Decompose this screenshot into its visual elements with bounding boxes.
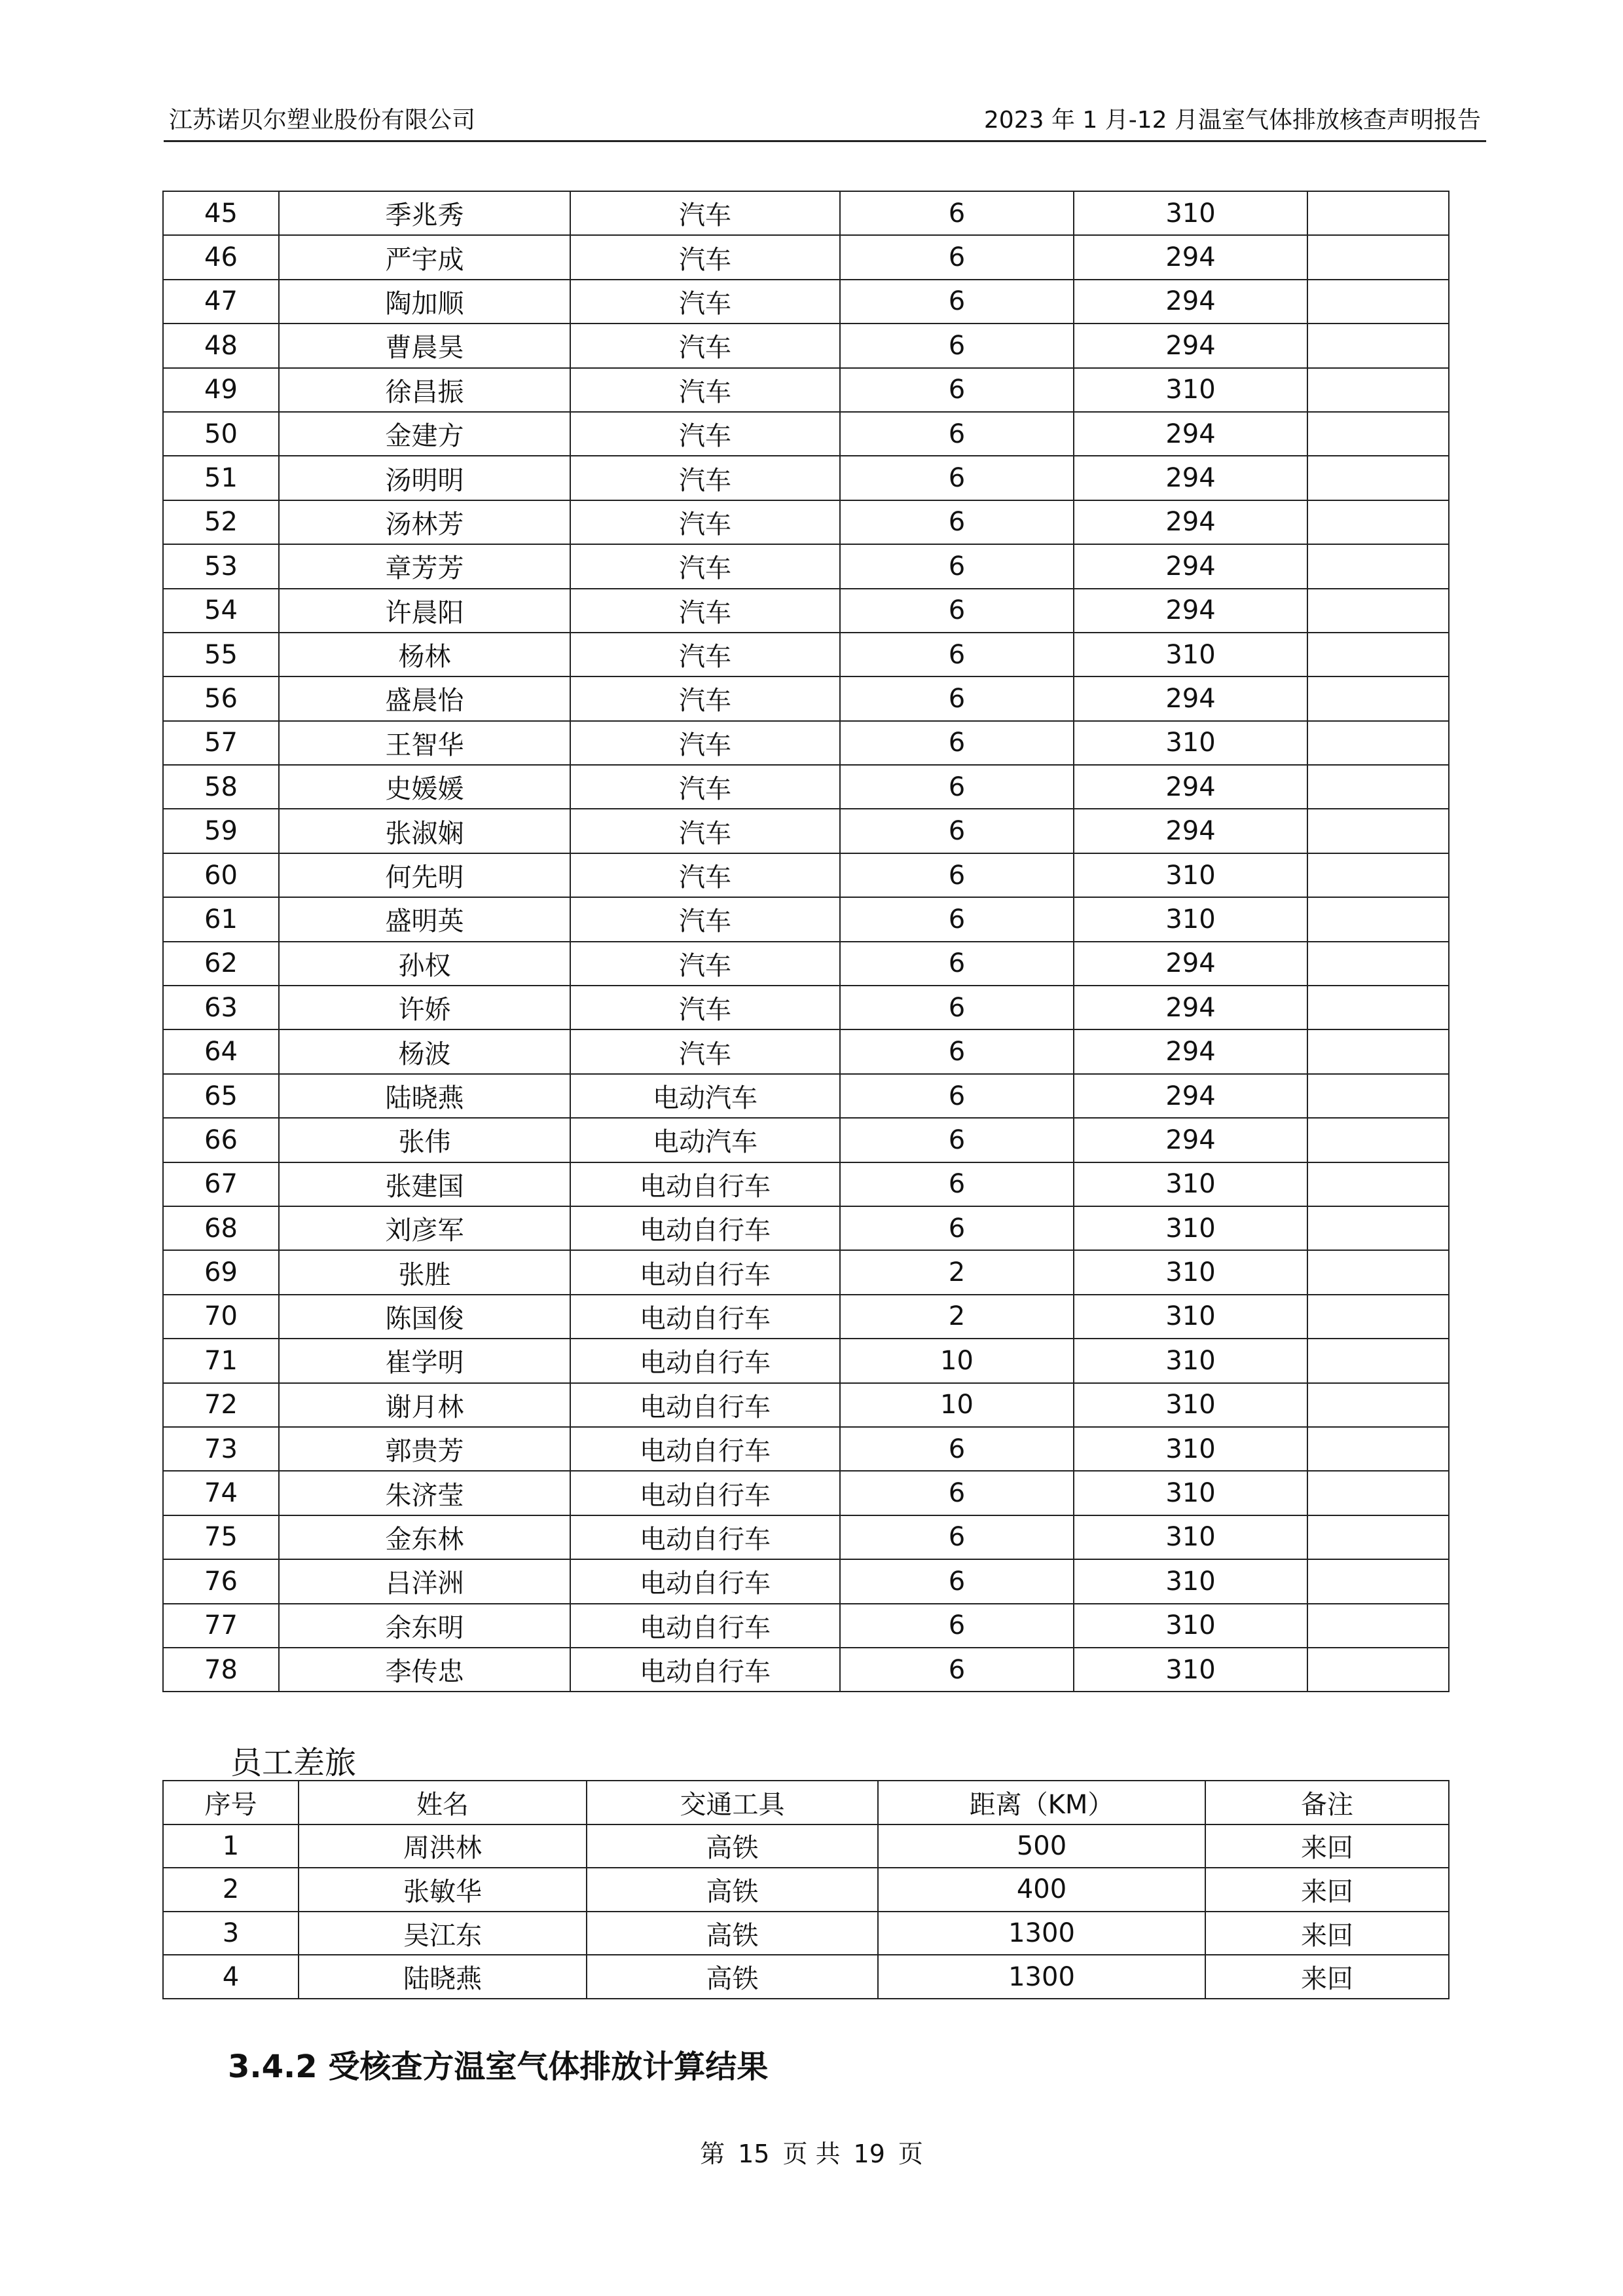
cell-distance: 6	[840, 1427, 1074, 1471]
cell-days: 310	[1074, 1250, 1307, 1294]
cell-index: 45	[163, 191, 279, 235]
cell-remark	[1307, 1559, 1449, 1603]
table-row	[163, 1515, 1449, 1559]
table-row	[163, 853, 1449, 897]
cell-index: 57	[163, 721, 279, 765]
table-row	[163, 809, 1449, 853]
table-row	[163, 1559, 1449, 1603]
cell-days: 294	[1074, 324, 1307, 367]
cell-remark	[1307, 809, 1449, 853]
cell-index: 52	[163, 500, 279, 544]
table-row	[163, 897, 1449, 941]
cell-transport: 汽车	[570, 765, 840, 809]
cell-index: 63	[163, 986, 279, 1029]
cell-days: 294	[1074, 765, 1307, 809]
cell-name: 季兆秀	[279, 191, 570, 235]
cell-distance: 10	[840, 1383, 1074, 1427]
cell-index: 2	[163, 1868, 299, 1912]
cell-distance: 6	[840, 1648, 1074, 1692]
cell-remark	[1307, 1118, 1449, 1162]
cell-index: 54	[163, 589, 279, 633]
cell-name: 杨波	[279, 1029, 570, 1073]
cell-name: 张敏华	[299, 1868, 587, 1912]
cell-days: 310	[1074, 1604, 1307, 1648]
cell-name: 孙权	[279, 942, 570, 986]
cell-name: 汤明明	[279, 456, 570, 500]
cell-remark	[1307, 500, 1449, 544]
cell-remark	[1307, 1515, 1449, 1559]
cell-remark: 来回	[1205, 1912, 1449, 1955]
cell-remark	[1307, 897, 1449, 941]
cell-days: 294	[1074, 456, 1307, 500]
cell-transport: 汽车	[570, 942, 840, 986]
cell-transport: 电动自行车	[570, 1206, 840, 1250]
cell-remark	[1307, 1074, 1449, 1118]
cell-remark	[1307, 589, 1449, 633]
cell-name: 余东明	[279, 1604, 570, 1648]
cell-days: 310	[1074, 368, 1307, 412]
cell-days: 294	[1074, 1029, 1307, 1073]
cell-remark	[1307, 1206, 1449, 1250]
cell-days: 294	[1074, 500, 1307, 544]
table-row	[163, 412, 1449, 456]
cell-distance: 500	[878, 1824, 1205, 1868]
table-row	[163, 1250, 1449, 1294]
cell-remark	[1307, 1471, 1449, 1515]
cell-name: 张胜	[279, 1250, 570, 1294]
cell-transport: 汽车	[570, 633, 840, 676]
cell-distance: 6	[840, 368, 1074, 412]
cell-transport: 汽车	[570, 721, 840, 765]
cell-transport: 汽车	[570, 589, 840, 633]
cell-index: 67	[163, 1162, 279, 1206]
cell-transport: 电动自行车	[570, 1295, 840, 1339]
table-row	[163, 368, 1449, 412]
cell-index: 59	[163, 809, 279, 853]
cell-days: 310	[1074, 1162, 1307, 1206]
column-header-index: 序号	[163, 1781, 299, 1824]
cell-transport: 电动自行车	[570, 1471, 840, 1515]
cell-index: 3	[163, 1912, 299, 1955]
cell-name: 陶加顺	[279, 280, 570, 324]
page-footer	[0, 2134, 1623, 2170]
cell-index: 70	[163, 1295, 279, 1339]
cell-distance: 2	[840, 1250, 1074, 1294]
cell-name: 张建国	[279, 1162, 570, 1206]
cell-days: 310	[1074, 191, 1307, 235]
cell-name: 李传忠	[279, 1648, 570, 1692]
cell-transport: 汽车	[570, 1029, 840, 1073]
cell-transport: 汽车	[570, 368, 840, 412]
cell-distance: 6	[840, 897, 1074, 941]
cell-name: 谢月林	[279, 1383, 570, 1427]
cell-transport: 汽车	[570, 897, 840, 941]
cell-days: 294	[1074, 986, 1307, 1029]
page-suffix: 页	[898, 2139, 923, 2168]
cell-distance: 10	[840, 1339, 1074, 1382]
cell-name: 何先明	[279, 853, 570, 897]
cell-name: 刘彦军	[279, 1206, 570, 1250]
cell-remark	[1307, 1604, 1449, 1648]
cell-days: 294	[1074, 809, 1307, 853]
cell-remark	[1307, 412, 1449, 456]
cell-transport: 电动汽车	[570, 1118, 840, 1162]
cell-distance: 6	[840, 676, 1074, 720]
cell-name: 金东林	[279, 1515, 570, 1559]
cell-remark	[1307, 1162, 1449, 1206]
cell-transport: 电动自行车	[570, 1648, 840, 1692]
cell-transport: 高铁	[587, 1912, 878, 1955]
cell-distance: 6	[840, 1074, 1074, 1118]
table-row	[163, 235, 1449, 279]
cell-distance: 6	[840, 765, 1074, 809]
cell-days: 294	[1074, 676, 1307, 720]
column-header-name: 姓名	[299, 1781, 587, 1824]
cell-days: 294	[1074, 412, 1307, 456]
cell-name: 朱济莹	[279, 1471, 570, 1515]
table-row	[163, 1029, 1449, 1073]
cell-index: 61	[163, 897, 279, 941]
cell-name: 吴江东	[299, 1912, 587, 1955]
cell-distance: 6	[840, 589, 1074, 633]
cell-days: 310	[1074, 1515, 1307, 1559]
cell-days: 310	[1074, 1383, 1307, 1427]
cell-transport: 汽车	[570, 324, 840, 367]
cell-name: 陈国俊	[279, 1295, 570, 1339]
cell-days: 310	[1074, 1427, 1307, 1471]
cell-index: 46	[163, 235, 279, 279]
cell-index: 51	[163, 456, 279, 500]
cell-name: 史媛媛	[279, 765, 570, 809]
cell-days: 310	[1074, 1339, 1307, 1382]
cell-name: 王智华	[279, 721, 570, 765]
cell-name: 汤林芳	[279, 500, 570, 544]
cell-name: 盛晨怡	[279, 676, 570, 720]
table-row	[163, 721, 1449, 765]
cell-distance: 6	[840, 1118, 1074, 1162]
cell-index: 4	[163, 1955, 299, 1999]
cell-name: 郭贵芳	[279, 1427, 570, 1471]
column-header-distance: 距离（KM）	[878, 1781, 1205, 1824]
cell-index: 56	[163, 676, 279, 720]
cell-name: 张伟	[279, 1118, 570, 1162]
cell-index: 66	[163, 1118, 279, 1162]
table-row	[163, 324, 1449, 367]
cell-remark: 来回	[1205, 1955, 1449, 1999]
cell-distance: 6	[840, 1515, 1074, 1559]
cell-name: 杨林	[279, 633, 570, 676]
cell-name: 陆晓燕	[299, 1955, 587, 1999]
cell-remark	[1307, 1427, 1449, 1471]
cell-name: 徐昌振	[279, 368, 570, 412]
cell-index: 78	[163, 1648, 279, 1692]
table-row	[163, 1074, 1449, 1118]
cell-distance: 6	[840, 1162, 1074, 1206]
cell-distance: 6	[840, 633, 1074, 676]
table-row	[163, 1118, 1449, 1162]
business-travel-table-body	[163, 1824, 1449, 1999]
cell-distance: 6	[840, 1206, 1074, 1250]
cell-days: 294	[1074, 544, 1307, 588]
table-row	[163, 280, 1449, 324]
cell-index: 71	[163, 1339, 279, 1382]
cell-index: 64	[163, 1029, 279, 1073]
cell-days: 294	[1074, 589, 1307, 633]
column-header-transport: 交通工具	[587, 1781, 878, 1824]
column-header-remark: 备注	[1205, 1781, 1449, 1824]
section-heading: 3.4.2 受核查方温室气体排放计算结果	[228, 2048, 769, 2085]
cell-transport: 高铁	[587, 1868, 878, 1912]
cell-index: 72	[163, 1383, 279, 1427]
cell-days: 310	[1074, 721, 1307, 765]
business-travel-caption: 员工差旅	[230, 1745, 357, 1781]
cell-days: 294	[1074, 1074, 1307, 1118]
cell-transport: 电动自行车	[570, 1250, 840, 1294]
cell-distance: 6	[840, 191, 1074, 235]
table-row	[163, 1295, 1449, 1339]
cell-remark	[1307, 235, 1449, 279]
cell-distance: 6	[840, 853, 1074, 897]
cell-remark	[1307, 456, 1449, 500]
cell-transport: 汽车	[570, 235, 840, 279]
cell-distance: 6	[840, 721, 1074, 765]
table-row	[163, 942, 1449, 986]
cell-distance: 6	[840, 1471, 1074, 1515]
cell-transport: 汽车	[570, 986, 840, 1029]
table-row	[163, 1955, 1449, 1999]
cell-remark	[1307, 191, 1449, 235]
cell-name: 严宇成	[279, 235, 570, 279]
table-row	[163, 191, 1449, 235]
cell-index: 75	[163, 1515, 279, 1559]
cell-index: 65	[163, 1074, 279, 1118]
cell-days: 310	[1074, 897, 1307, 941]
cell-days: 294	[1074, 1118, 1307, 1162]
cell-transport: 汽车	[570, 500, 840, 544]
cell-transport: 电动自行车	[570, 1383, 840, 1427]
cell-index: 55	[163, 633, 279, 676]
cell-name: 金建方	[279, 412, 570, 456]
cell-remark	[1307, 765, 1449, 809]
cell-days: 294	[1074, 235, 1307, 279]
cell-name: 许娇	[279, 986, 570, 1029]
table-row	[163, 1648, 1449, 1692]
cell-distance: 6	[840, 412, 1074, 456]
cell-distance: 6	[840, 544, 1074, 588]
cell-name: 许晨阳	[279, 589, 570, 633]
cell-transport: 电动自行车	[570, 1515, 840, 1559]
cell-remark	[1307, 633, 1449, 676]
table-row	[163, 1162, 1449, 1206]
cell-transport: 高铁	[587, 1955, 878, 1999]
cell-index: 47	[163, 280, 279, 324]
cell-transport: 汽车	[570, 544, 840, 588]
table-row	[163, 1824, 1449, 1868]
cell-distance: 6	[840, 500, 1074, 544]
cell-remark	[1307, 1339, 1449, 1382]
cell-distance: 6	[840, 942, 1074, 986]
cell-transport: 汽车	[570, 809, 840, 853]
cell-distance: 6	[840, 1604, 1074, 1648]
cell-name: 吕洋洲	[279, 1559, 570, 1603]
cell-transport: 汽车	[570, 456, 840, 500]
table-row	[163, 633, 1449, 676]
cell-name: 章芳芳	[279, 544, 570, 588]
cell-distance: 6	[840, 986, 1074, 1029]
cell-remark	[1307, 1383, 1449, 1427]
cell-remark	[1307, 368, 1449, 412]
table-row	[163, 589, 1449, 633]
page-number: 15	[738, 2139, 770, 2168]
cell-remark	[1307, 986, 1449, 1029]
cell-distance: 6	[840, 1029, 1074, 1073]
cell-distance: 6	[840, 280, 1074, 324]
cell-transport: 汽车	[570, 853, 840, 897]
page-middle: 页 共	[782, 2139, 841, 2168]
cell-days: 310	[1074, 1559, 1307, 1603]
page-header	[164, 106, 1486, 142]
table-row	[163, 986, 1449, 1029]
cell-remark	[1307, 1648, 1449, 1692]
cell-remark	[1307, 324, 1449, 367]
cell-days: 310	[1074, 1648, 1307, 1692]
cell-name: 曹晨昊	[279, 324, 570, 367]
cell-distance: 1300	[878, 1955, 1205, 1999]
cell-distance: 6	[840, 456, 1074, 500]
table-row	[163, 1339, 1449, 1382]
cell-transport: 电动自行车	[570, 1427, 840, 1471]
cell-distance: 6	[840, 1559, 1074, 1603]
table-row	[163, 676, 1449, 720]
cell-index: 58	[163, 765, 279, 809]
cell-distance: 1300	[878, 1912, 1205, 1955]
cell-index: 69	[163, 1250, 279, 1294]
cell-transport: 汽车	[570, 280, 840, 324]
cell-index: 49	[163, 368, 279, 412]
table-row	[163, 765, 1449, 809]
cell-remark	[1307, 1250, 1449, 1294]
cell-transport: 高铁	[587, 1824, 878, 1868]
table-row	[163, 500, 1449, 544]
cell-transport: 电动自行车	[570, 1339, 840, 1382]
cell-days: 310	[1074, 633, 1307, 676]
cell-index: 77	[163, 1604, 279, 1648]
cell-transport: 电动自行车	[570, 1162, 840, 1206]
cell-index: 1	[163, 1824, 299, 1868]
business-travel-table	[162, 1780, 1450, 1999]
cell-days: 294	[1074, 280, 1307, 324]
cell-days: 310	[1074, 1206, 1307, 1250]
cell-transport: 电动自行车	[570, 1604, 840, 1648]
cell-index: 50	[163, 412, 279, 456]
cell-name: 崔学明	[279, 1339, 570, 1382]
cell-index: 53	[163, 544, 279, 588]
table-row	[163, 1868, 1449, 1912]
cell-distance: 6	[840, 324, 1074, 367]
cell-transport: 电动自行车	[570, 1559, 840, 1603]
table-row	[163, 1383, 1449, 1427]
cell-index: 76	[163, 1559, 279, 1603]
cell-name: 陆晓燕	[279, 1074, 570, 1118]
table-row	[163, 1912, 1449, 1955]
cell-name: 张淑娴	[279, 809, 570, 853]
cell-remark	[1307, 721, 1449, 765]
cell-name: 盛明英	[279, 897, 570, 941]
cell-remark: 来回	[1205, 1824, 1449, 1868]
cell-remark	[1307, 942, 1449, 986]
cell-index: 73	[163, 1427, 279, 1471]
table-row	[163, 544, 1449, 588]
cell-transport: 汽车	[570, 191, 840, 235]
cell-remark	[1307, 280, 1449, 324]
cell-remark: 来回	[1205, 1868, 1449, 1912]
cell-days: 294	[1074, 942, 1307, 986]
cell-remark	[1307, 853, 1449, 897]
cell-index: 48	[163, 324, 279, 367]
commute-table	[162, 191, 1450, 1692]
table-row	[163, 1471, 1449, 1515]
cell-days: 310	[1074, 853, 1307, 897]
cell-distance: 2	[840, 1295, 1074, 1339]
cell-days: 310	[1074, 1295, 1307, 1339]
cell-transport: 汽车	[570, 676, 840, 720]
table-row	[163, 1427, 1449, 1471]
commute-table-body	[163, 191, 1449, 1692]
cell-remark	[1307, 1295, 1449, 1339]
cell-transport: 汽车	[570, 412, 840, 456]
cell-distance: 400	[878, 1868, 1205, 1912]
table-row	[163, 1604, 1449, 1648]
report-title: 2023 年 1 月-12 月温室气体排放核查声明报告	[983, 107, 1481, 134]
cell-distance: 6	[840, 809, 1074, 853]
cell-index: 62	[163, 942, 279, 986]
table-row	[163, 456, 1449, 500]
cell-remark	[1307, 1029, 1449, 1073]
cell-index: 74	[163, 1471, 279, 1515]
cell-index: 68	[163, 1206, 279, 1250]
page-prefix: 第	[700, 2139, 725, 2168]
company-name: 江苏诺贝尔塑业股份有限公司	[169, 107, 476, 134]
table-row	[163, 1206, 1449, 1250]
total-pages: 19	[853, 2139, 885, 2168]
cell-name: 周洪林	[299, 1824, 587, 1868]
cell-transport: 电动汽车	[570, 1074, 840, 1118]
table-header-row	[163, 1781, 1449, 1824]
cell-index: 60	[163, 853, 279, 897]
cell-distance: 6	[840, 235, 1074, 279]
cell-remark	[1307, 676, 1449, 720]
cell-days: 310	[1074, 1471, 1307, 1515]
cell-remark	[1307, 544, 1449, 588]
